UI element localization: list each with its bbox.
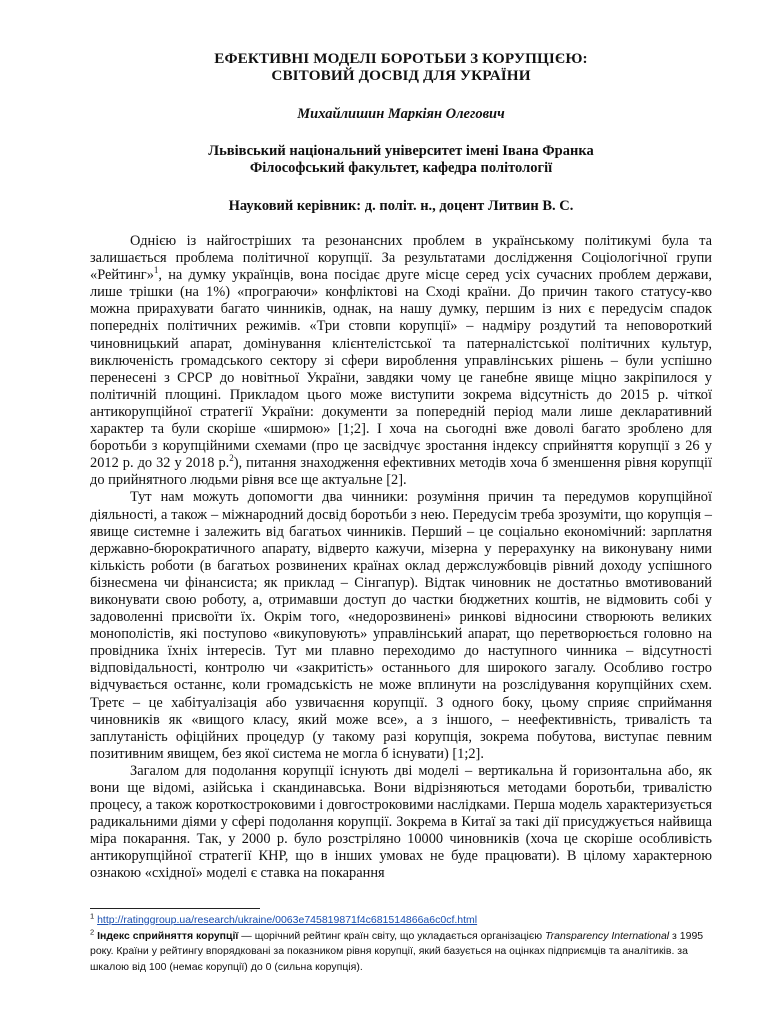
title-line-2: СВІТОВИЙ ДОСВІД ДЛЯ УКРАЇНИ <box>271 67 531 84</box>
footnote-2-term: Індекс сприйняття корупції <box>97 929 239 942</box>
footnote-1-link[interactable]: http://ratinggroup.ua/research/ukraine/0063e745819871f4c681514866a6c0cf.html <box>97 914 478 926</box>
affiliation-university: Львівський національний університет імені Івана Франка <box>208 143 594 159</box>
title-line-1: ЕФЕКТИВНІ МОДЕЛІ БОРОТЬБИ З КОРУПЦІЄЮ: <box>214 50 588 67</box>
paragraph-1 <box>90 233 712 489</box>
footnote-2-mark: 2 <box>90 927 95 936</box>
footnote-2 <box>90 929 712 976</box>
affiliation-department: Філософський факультет, кафедра політології <box>249 160 553 176</box>
footnote-1-mark: 1 <box>90 911 95 921</box>
paragraph-1-part-c: ), питання знаходження ефективних методів хоча б зменшення рівня корупції до прийнятного людьми рівня все ще актуальне [2]. <box>90 455 712 489</box>
page-content <box>90 50 712 883</box>
footnote-ref-1[interactable]: 1 <box>153 265 159 276</box>
footnote-2-text-b: з 1995 року. Країни у рейтингу впорядковані за показником рівня корупції, який базується на оцінках підприємців та аналітиків. за шкалою від 100 (немає корупції) до 0 (сильна корупція). <box>90 929 704 973</box>
body-text <box>90 233 712 883</box>
footnotes <box>90 908 712 975</box>
footnote-separator <box>90 908 260 909</box>
footnote-2-text-a: — щорічний рейтинг країн світу, що укладається організацією <box>238 929 545 942</box>
footnote-1 <box>90 913 712 929</box>
paragraph-1-part-b: , на думку українців, вона посідає друге місце серед усіх сучасних проблем держави, лише трішки (на 1%) «програючи» конфліктові на Сході країни. До причин такого статусу-кво можна прирахувати багато чинників, однак, на нашу думку, першим із них є передусім спадок попередніх політичних режимів. «Три стовпи корупції» – надміру роздутий та неповороткий чиновницький апарат, домінування клієнтелістської та патерналістської політичних культур, виключеність громадського сектору зі сфери вироблення управлінських рішень – були успішно перенесені з СРСР до новітньої України, завдяки чому це ганебне явище міцно закріпилося у політичній площині. Прикладом цього може виступити зокрема відсутність до 2015 р. чіткої антикорупційної стратегії України: документи за попередній період мали лише декларативний характер та були скоріше «ширмою» [1;2]. І хоча на сьогодні вже доволі багато зроблено для боротьби з корупційними схемами (про це засвідчує зростання індексу сприйняття корупції з 26 у 2012 р. до 32 у 2018 р. <box>90 267 712 472</box>
scientific-advisor: Науковий керівник: д. політ. н., доцент Литвин В. С. <box>228 198 574 214</box>
paragraph-2: Тут нам можуть допомогти два чинники: розуміння причин та передумов корупційної діяльності, а також – міжнародний досвід боротьби з нею. Передусім треба зрозуміти, що корупція – явище системне і залежить від багатьох чинників. Перший – це соціально економічний: зарплатня державно-бюрократичного апарату, відверто кажучи, мізерна у перерахунку на виконувану ними кількість роботи (в багатьох розвинених країнах оклад держслужбовців рівний доходу успішного бізнесмена чи фінансиста; як приклад – Сінгапур). Відтак чиновник не достатньо вмотивований виконувати свою роботу, а, отримавши доступ до частки бюджетних коштів, не відмовить собі у задоволенні присвоїти їх. Окрім того, «недорозвинені» ринкові відносини створюють великих монополістів, які поступово «викуповують» управлінський апарат, що перетворюється головно на провідника їхніх інтересів. Тут ми плавно переходимо до наступного чинника – відсутності відповідальності, контролю чи «закритість» останнього для широкого загалу. Особливо гостро відчувається останнє, коли громадськість не може вплинути на розслідування корупційних схем. Третє – це хабітуалізація або узвичаєння корупції. З одного боку, цьому сприяє сприймання чиновників як «вищого класу, який може все», а з іншого, – неефективність, тривалість та заплутаність офіційних процедур (у такому разі корупція, зокрема побутова, виступає певним позитивним явищем, без якої система не могла б існувати) [1;2]. <box>90 489 712 762</box>
paragraph-3: Загалом для подолання корупції існують дві моделі – вертикальна й горизонтальна або, як вони ще відомі, азійська і скандинавська. Вони відрізняються методами боротьби, тривалістю процесу, а також короткостроковими і довгостроковими наслідками. Перша модель характеризується радикальними діями у сфері подолання корупції. Зокрема в Китаї за такі дії присуджується найвища міра покарання. Так, у 2000 р. було розстріляно 10000 чиновників (хоча це скоріше особливість антикорупційної стратегії КНР, що в інших умовах не буде працювати). В цілому характерною ознакою «східної» моделі є ставка на покарання <box>90 762 712 882</box>
footnote-ref-2[interactable]: 2 <box>229 453 234 464</box>
affiliation <box>90 143 712 177</box>
footnote-2-org: Transparency International <box>545 929 670 942</box>
paragraph-1-part-a: Однією із найгостріших та резонансних проблем в українському політикумі була та залишається проблема політичної корупції. За результатами дослідження Соціологічної групи «Рейтинг» <box>90 233 712 284</box>
author-name: Михайлишин Маркіян Олегович <box>297 106 505 122</box>
paper-title <box>90 50 712 84</box>
